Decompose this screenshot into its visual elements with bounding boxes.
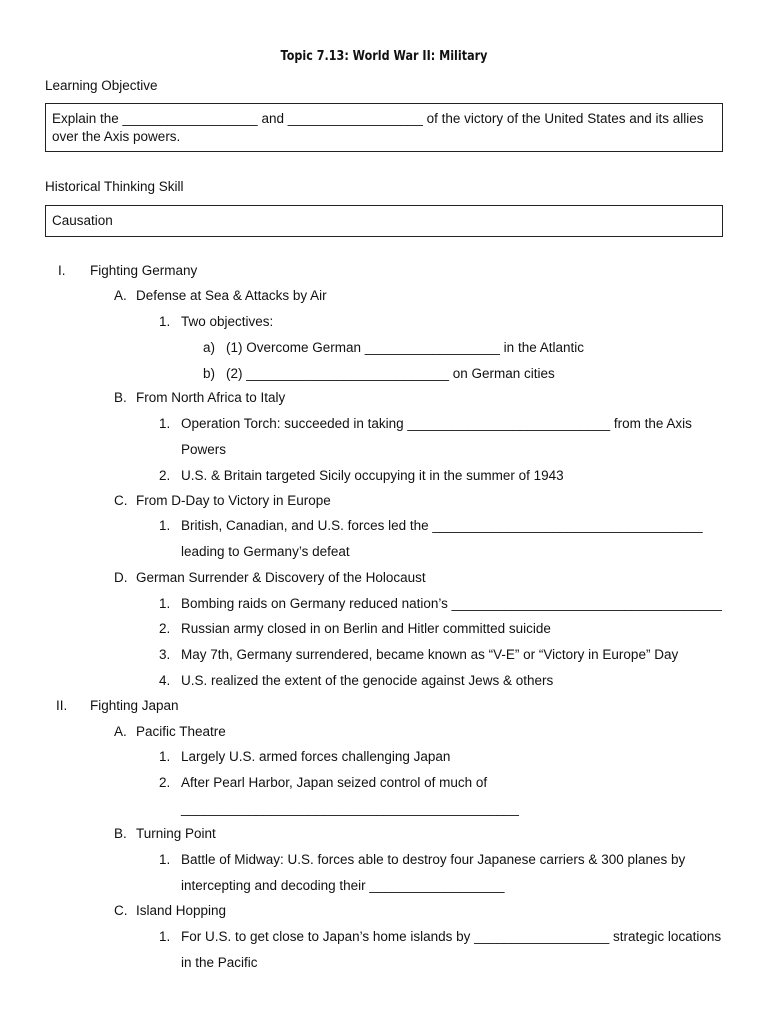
outline-item: British, Canadian, and U.S. forces led the ____________________________________ bbox=[181, 518, 703, 533]
outline-marker: 2. bbox=[159, 775, 171, 790]
thinking-skill-label: Historical Thinking Skill bbox=[45, 179, 184, 194]
outline-marker: A. bbox=[114, 288, 127, 303]
outline-marker: 1. bbox=[159, 596, 171, 611]
outline-subheading: From D-Day to Victory in Europe bbox=[136, 493, 331, 508]
outline-marker: 2. bbox=[159, 468, 171, 483]
outline-subitem: (1) Overcome German __________________ in the Atlantic bbox=[226, 340, 584, 355]
outline-marker: I. bbox=[58, 263, 66, 278]
outline-marker: C. bbox=[114, 903, 128, 918]
thinking-skill-box bbox=[45, 205, 723, 237]
outline-item-continuation: intercepting and decoding their __________________ bbox=[181, 878, 505, 893]
outline-item-continuation: leading to Germany’s defeat bbox=[181, 544, 350, 559]
outline-marker: 4. bbox=[159, 673, 171, 688]
outline-marker: 1. bbox=[159, 518, 171, 533]
learning-objective-text bbox=[52, 110, 712, 146]
outline-marker: 1. bbox=[159, 416, 171, 431]
outline-item: Operation Torch: succeeded in taking ___________________________ from the Axis bbox=[181, 416, 692, 431]
outline-marker: A. bbox=[114, 724, 127, 739]
outline-marker: 1. bbox=[159, 314, 171, 329]
outline-subheading: German Surrender & Discovery of the Holocaust bbox=[136, 570, 426, 585]
learning-objective-box bbox=[45, 103, 723, 152]
thinking-skill-text: Causation bbox=[52, 213, 113, 228]
learning-objective-line1: Explain the __________________ and __________________ of the victory of the United States and its allies bbox=[52, 111, 704, 126]
learning-objective-label: Learning Objective bbox=[45, 78, 158, 93]
outline-marker: 1. bbox=[159, 929, 171, 944]
outline-item: Russian army closed in on Berlin and Hitler committed suicide bbox=[181, 621, 551, 636]
outline-item: For U.S. to get close to Japan’s home islands by __________________ strategic locations bbox=[181, 929, 722, 944]
outline-item: Bombing raids on Germany reduced nation’s ____________________________________ bbox=[181, 596, 722, 611]
page-title: Topic 7.13: World War II: Military bbox=[280, 49, 488, 64]
outline-marker: B. bbox=[114, 826, 127, 841]
outline-marker: 2. bbox=[159, 621, 171, 636]
outline-marker: 3. bbox=[159, 647, 171, 662]
outline-marker: 1. bbox=[159, 749, 171, 764]
outline-marker: II. bbox=[56, 698, 68, 713]
outline-marker: B. bbox=[114, 390, 127, 405]
outline-item: Largely U.S. armed forces challenging Japan bbox=[181, 749, 451, 764]
outline-item: U.S. & Britain targeted Sicily occupying it in the summer of 1943 bbox=[181, 468, 564, 483]
outline-subheading: Defense at Sea & Attacks by Air bbox=[136, 288, 327, 303]
outline-marker: b) bbox=[203, 366, 216, 381]
outline-subheading: Turning Point bbox=[136, 826, 216, 841]
outline-item-continuation: Powers bbox=[181, 442, 227, 457]
outline-marker: C. bbox=[114, 493, 128, 508]
outline-subheading: Pacific Theatre bbox=[136, 724, 226, 739]
outline-item: May 7th, Germany surrendered, became known as “V-E” or “Victory in Europe” Day bbox=[181, 647, 679, 662]
outline-marker: D. bbox=[114, 570, 128, 585]
outline-item: U.S. realized the extent of the genocide against Jews & others bbox=[181, 673, 554, 688]
outline-marker: 1. bbox=[159, 852, 171, 867]
outline-subitem: (2) ___________________________ on German cities bbox=[226, 366, 555, 381]
outline-heading: Fighting Germany bbox=[90, 263, 198, 278]
learning-objective-line2: over the Axis powers. bbox=[52, 129, 181, 144]
outline-heading: Fighting Japan bbox=[90, 698, 179, 713]
outline-item-continuation: _____________________________________________ bbox=[181, 801, 519, 816]
outline-subheading: From North Africa to Italy bbox=[136, 390, 286, 405]
outline-item: Two objectives: bbox=[181, 314, 274, 329]
outline-marker: a) bbox=[203, 340, 216, 355]
outline-item-continuation: in the Pacific bbox=[181, 955, 258, 970]
outline-subheading: Island Hopping bbox=[136, 903, 227, 918]
outline-item: After Pearl Harbor, Japan seized control of much of bbox=[181, 775, 488, 790]
outline-item: Battle of Midway: U.S. forces able to destroy four Japanese carriers & 300 planes by bbox=[181, 852, 686, 867]
